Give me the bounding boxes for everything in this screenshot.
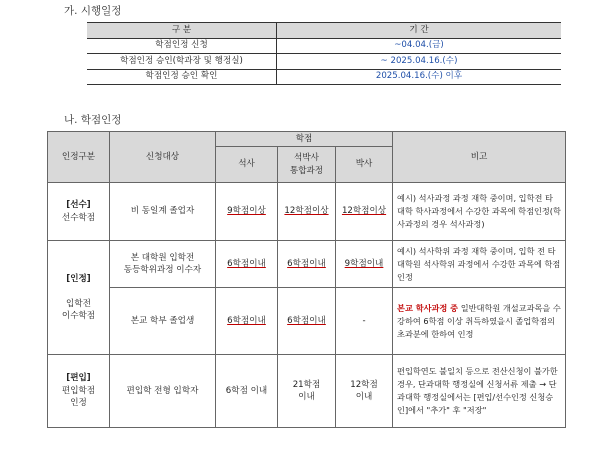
section1-title: 가. 시행일정	[64, 5, 122, 17]
schedule-header-row	[87, 23, 561, 39]
category-bracket: [인정]	[66, 273, 91, 284]
doctor-credit: 9학점이내	[336, 241, 393, 288]
category-name: 선수학점	[61, 212, 96, 223]
schedule-header-period: 기 간	[277, 23, 562, 39]
integrated-credit: 6학점이내	[278, 241, 336, 288]
header-doctor: 박사	[336, 147, 393, 183]
master-credit: 6학점이내	[216, 288, 278, 355]
doctor-credit: -	[336, 288, 393, 355]
integrated-credit: 12학점이상	[278, 183, 336, 241]
table-row	[48, 355, 566, 428]
schedule-row-period: ~ 2025.04.16.(수)	[277, 54, 562, 70]
target-cell: 편입학 전형 입학자	[110, 355, 216, 428]
schedule-row-period: 2025.04.16.(수) 이후	[277, 69, 562, 85]
category-bracket: [편입]	[66, 373, 91, 384]
category-bracket: [선수]	[66, 200, 91, 210]
schedule-table	[87, 22, 561, 85]
header-credit: 학점	[216, 132, 393, 147]
header-target: 신청대상	[110, 132, 216, 183]
remarks-cell: 예시) 석사과정 과정 재학 중이며, 입학전 타 대학 학사과정에서 수강한 과목에 학점인정(학사과정의 경우 석사과정)	[393, 183, 566, 241]
table-row	[48, 241, 566, 288]
target-cell: 본 대학원 입학전 동등학위과정 이수자	[110, 241, 216, 288]
recog-header-row	[48, 132, 566, 147]
category-name: 입학전 이수학점	[61, 298, 96, 321]
remarks-cell	[393, 288, 566, 355]
section2-title: 나. 학점인정	[64, 114, 122, 126]
integrated-credit: 6학점이내	[278, 288, 336, 355]
table-row	[48, 183, 566, 241]
schedule-row-label: 학점인정 승인(학과장 및 행정실)	[87, 54, 277, 70]
master-credit: 9학점이상	[216, 183, 278, 241]
doctor-credit: 12학점이상	[336, 183, 393, 241]
schedule-row	[87, 54, 561, 70]
schedule-row-label: 학점인정 승인 확인	[87, 69, 277, 85]
header-category: 인정구분	[48, 132, 110, 183]
master-credit: 6학점이내	[216, 241, 278, 288]
header-remarks: 비고	[393, 132, 566, 183]
table-row	[48, 288, 566, 355]
remarks-text: 일반대학원 개설교과목을 수강하여 6학점 이상 취득하였을시 졸업학점의 초과분에 한하여 인정	[397, 302, 561, 339]
schedule-row-period: ~04.04.(금)	[277, 38, 562, 54]
target-cell: 비 동일계 졸업자	[110, 183, 216, 241]
category-name: 편입학점 인정	[61, 385, 96, 409]
master-credit: 6학점 이내	[216, 355, 278, 428]
category-cell	[48, 241, 110, 355]
remarks-cell: 편입학연도 불일치 등으로 전산신청이 불가한 경우, 단과대학 행정실에 신청서류 제출 → 단과대학 행정실에서는 [편입/선수인정 신청승인]에서 "추가" 후 "저장"	[393, 355, 566, 428]
doctor-credit: 12학점 이내	[336, 355, 393, 428]
schedule-row	[87, 69, 561, 85]
schedule-row	[87, 38, 561, 54]
header-integrated: 석박사 통합과정	[278, 147, 336, 183]
integrated-credit: 21학점 이내	[278, 355, 336, 428]
credit-recognition-table	[47, 131, 566, 428]
remarks-highlight: 본교 학사과정 중	[397, 302, 459, 313]
header-master: 석사	[216, 147, 278, 183]
target-cell: 본교 학부 졸업생	[110, 288, 216, 355]
category-cell	[48, 355, 110, 428]
schedule-row-label: 학점인정 신청	[87, 38, 277, 54]
remarks-cell: 예시) 석사학위 과정 재학 중이며, 입학 전 타대학원 석사학위 과정에서 수강한 과목에 학점인정	[393, 241, 566, 288]
schedule-header-category: 구 분	[87, 23, 277, 39]
category-cell	[48, 183, 110, 241]
